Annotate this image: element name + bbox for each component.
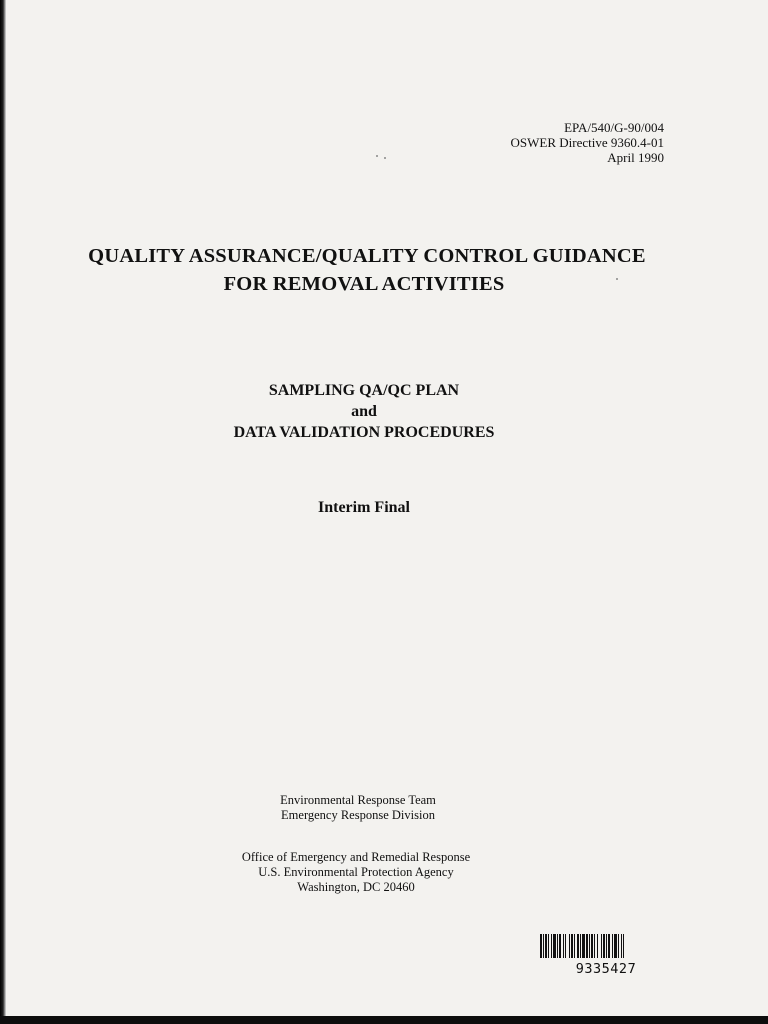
office-line-3: Washington, DC 20460 — [297, 880, 415, 894]
subtitle-line-1: SAMPLING QA/QC PLAN — [268, 382, 460, 399]
scan-speck — [384, 157, 386, 159]
subtitle-line-2: and — [351, 403, 377, 420]
office-line-1: Office of Emergency and Remedial Response — [241, 850, 471, 864]
publication-date: April 1990 — [607, 150, 664, 165]
division-line-2: Emergency Response Division — [281, 808, 435, 822]
document-number: EPA/540/G-90/004 — [564, 120, 664, 135]
scan-speck — [376, 155, 378, 157]
subtitle — [4, 380, 724, 443]
page-title — [4, 242, 724, 298]
barcode — [540, 934, 672, 958]
division-line-1: Environmental Response Team — [280, 793, 436, 807]
directive-number: OSWER Directive 9360.4-01 — [510, 135, 664, 150]
document-identifiers — [511, 120, 664, 165]
office-block — [4, 850, 708, 895]
document-status: Interim Final — [318, 499, 410, 516]
barcode-bar — [624, 934, 626, 958]
barcode-number: 9335427 — [575, 961, 637, 977]
scan-bottom-edge — [0, 1016, 768, 1024]
title-line-1: QUALITY ASSURANCE/QUALITY CONTROL GUIDANCE — [88, 245, 646, 267]
scan-left-edge — [0, 0, 6, 1024]
title-line-2: FOR REMOVAL ACTIVITIES — [223, 273, 505, 295]
document-page — [4, 0, 768, 1018]
subtitle-line-3: DATA VALIDATION PROCEDURES — [233, 424, 495, 441]
office-line-2: U.S. Environmental Protection Agency — [258, 865, 454, 879]
division-block — [4, 793, 712, 823]
